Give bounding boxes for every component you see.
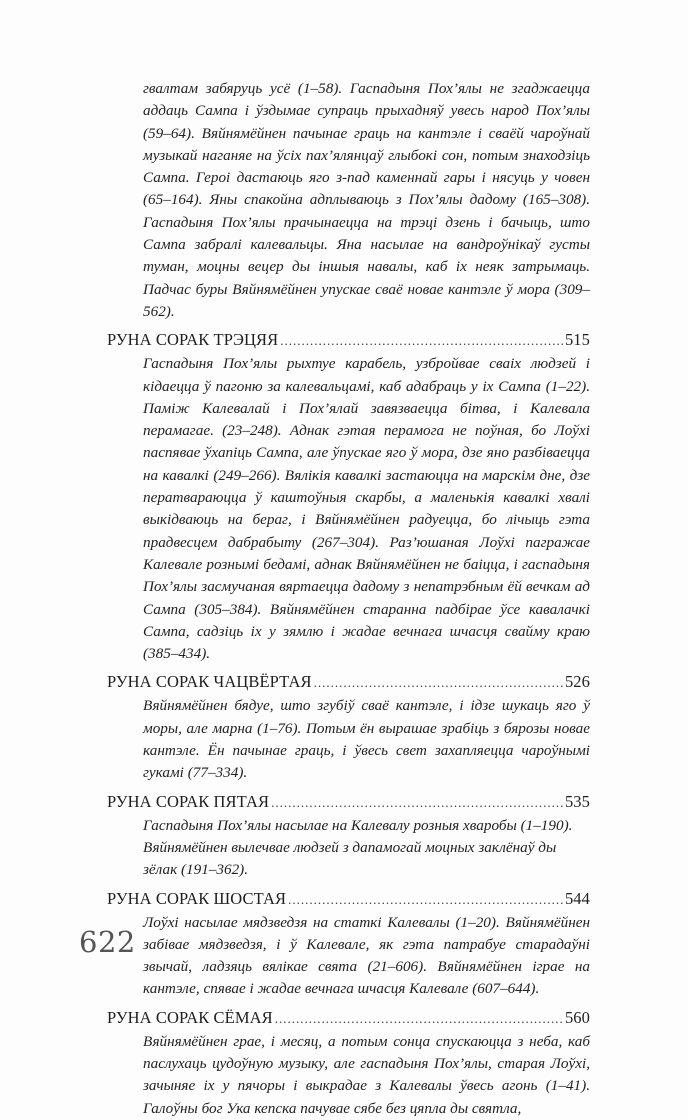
- page-ref: 526: [564, 672, 590, 692]
- page-ref: 544: [564, 888, 590, 908]
- chapter-summary: Лоўхі насылае мядзведзя на статкі Калевалы (1–20). Вяйнямёйнен забівае мядзведзя, і ў Калевале, як гэта патрабуе старадаўні звычай, ладзяць вялікае свята (21–606). Вяйнямёйнен іграе на кантэле, спявае і жадае вечнага шчасця Калевале (607–644).: [143, 913, 590, 998]
- table-of-contents: [107, 78, 590, 1120]
- toc-entry-47: [107, 1007, 590, 1120]
- page-ref: 515: [564, 330, 590, 350]
- dot-leader: [275, 1008, 563, 1030]
- dot-leader: [288, 889, 563, 911]
- continued-description: гвалтам забяруць усё (1–58). Гаспадыня Пох’ялы не згаджаецца аддаць Сампа і ўздымае супраць прыхадняў увесь народ Пох’ялы (59–64). Вяйнямёйнен пачынае граць на кантэле і сваёй чароўнай музыкай наганяе на ўсіх пах’ялянцаў глыбокі сон, потым знаходзіць Сампа. Героі дастаюць яго з-пад каменнай гары і нясуць у човен (65–164). Яны спакойна адплываюць з Пох’ялы дадому (165–308). Гаспадыня Пох’ялы прачынаецца на трэці дзень і бачыць, што Сампа забралі калевальцы. Яна насылае на вандроўнікаў густы туман, моцны вецер ды іншыя навалы, каб іх неяк затрымаць. Падчас буры Вяйнямёйнен упускае сваё новае кантэле ў мора (309–562).: [143, 80, 590, 320]
- chapter-summary: Гаспадыня Пох’ялы рыхтуе карабель, узбройвае сваіх людзей і кідаецца ў пагоню за калевальцамі, каб адабраць у іх Сампа (1–22). Паміж Калевалай і Пох’ялай завязваецца бітва, і Калевала перамагае. (23–248). Аднак гэтая перамога не поўная, бо Лоўхі паспявае ўхапіць Сампа, але ўпускае яго ў мора, дзе яно разбіваецца на кавалкі (249–266). Вялікія кавалкі застаюцца на марскім дне, дзе ператвараюцца ў каштоўныя скарбы, а маленькія кавалкі хвалі выкідваюць на бераг, і Вяйнямёйнен радуецца, бо лічыць гэта прадвесцем дабрабыту (267–304). Раз’юшаная Лоўхі пагражае Калевале рознымі бедамі, аднак Вяйнямёйнен не баіцца, і гаспадыня Пох’ялы засмучаная вяртаецца дадому з непатрэбным ёй вечкам ад Сампа (305–384). Вяйнямёйнен старанна падбірае ўсе кавалачкі Сампа, садзіць іх у зямлю і жадае вечнага шчасця свайму краю (385–434).: [143, 355, 590, 663]
- page-number: 622: [79, 925, 136, 959]
- dot-leader: [280, 330, 563, 352]
- chapter-summary: Вяйнямёйнен бядуе, што згубіў сваё кантэле, і ідзе шукаць яго ў моры, але марна (1–76). Потым ён вырашае зрабіць з бярозы новае кантэле. Ён пачынае граць, і ўвесь свет захапляецца чароўнымі гукамі (77–334).: [143, 697, 590, 782]
- page-ref: 535: [564, 791, 590, 811]
- page-ref: 560: [564, 1007, 590, 1027]
- toc-heading[interactable]: [107, 1007, 590, 1030]
- toc-entry-44: [107, 671, 590, 784]
- dot-leader: [271, 792, 563, 814]
- chapter-title: РУНА СОРАК ПЯТАЯ: [107, 791, 270, 811]
- chapter-summary: Гаспадыня Пох’ялы насылае на Калевалу розныя хваробы (1–190). Вяйнямёйнен вылечвае людзей з дапамогай моцных заклёнаў ды зёлак (191–362).: [143, 816, 573, 879]
- toc-entry-45: [107, 791, 590, 882]
- chapter-title: РУНА СОРАК ЧАЦВЁРТАЯ: [107, 672, 312, 692]
- chapter-title: РУНА СОРАК ШОСТАЯ: [107, 888, 287, 908]
- chapter-summary: Вяйнямёйнен грае, і месяц, а потым сонца спускаюцца з неба, каб паслухаць цудоўную музыку, але гаспадыня Пох’ялы, старая Лоўхі, зачыняе іх у пячоры і выкрадае з Калевалы ўвесь агонь (1–41). Галоўны бог Ука кепска пачувае сябе без цяпла ды святла,: [143, 1032, 590, 1117]
- toc-entry-43: [107, 329, 590, 665]
- dot-leader: [314, 672, 563, 694]
- toc-heading[interactable]: [107, 671, 590, 694]
- chapter-title: РУНА СОРАК СЁМАЯ: [107, 1007, 273, 1027]
- toc-heading[interactable]: [107, 329, 590, 352]
- chapter-title: РУНА СОРАК ТРЭЦЯЯ: [107, 330, 279, 350]
- toc-entry-46: [107, 888, 590, 1001]
- toc-heading[interactable]: [107, 888, 590, 911]
- toc-heading[interactable]: [107, 791, 590, 814]
